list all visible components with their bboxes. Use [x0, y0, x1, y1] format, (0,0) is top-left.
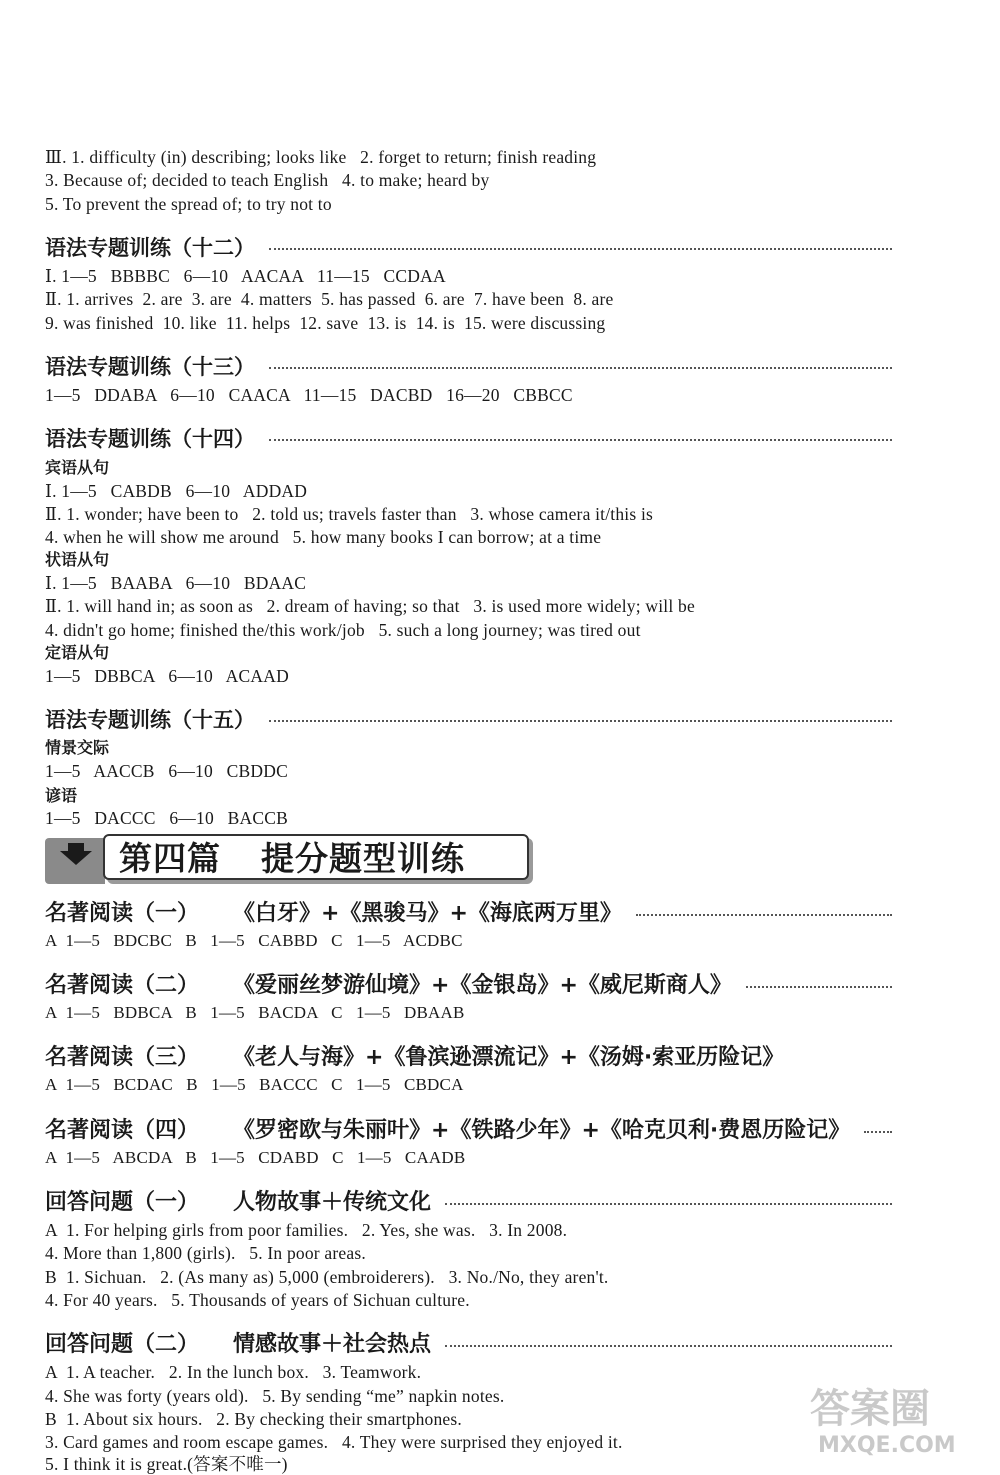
- situational-communication-subheading: 情景交际: [45, 738, 110, 757]
- qa-1-line-1: A 1. For helping girls from poor families. 2. Yes, she was. 3. In 2008.: [45, 1220, 568, 1240]
- reading-4-books: 《罗密欧与朱丽叶》+《铁路少年》+《哈克贝利·费恩历险记》: [233, 1118, 851, 1143]
- watermark-logo: [810, 1385, 980, 1471]
- qa-1-line-3: B 1. Sichuan. 2. (As many as) 5,000 (embroiderers). 3. No./No, they aren't.: [45, 1267, 609, 1287]
- reading-3-books: 《老人与海》+《鲁滨逊漂流记》+《汤姆·索亚历险记》: [233, 1045, 785, 1070]
- qa-1-title: 回答问题（一）: [45, 1190, 200, 1215]
- grammar-15-s1-line-1: 1—5 AACCB 6—10 CBDDC: [45, 761, 288, 781]
- heading-divider: [636, 914, 892, 916]
- watermark-top: 答案圈: [810, 1386, 930, 1432]
- heading-divider: [269, 248, 892, 250]
- section3-line-2: 3. Because of; decided to teach English 4. to make; heard by: [45, 170, 490, 190]
- section3-line-1: Ⅲ. 1. difficulty (in) describing; looks like 2. forget to return; finish reading: [45, 147, 597, 167]
- qa-1-line-4: 4. For 40 years. 5. Thousands of years of Sichuan culture.: [45, 1290, 470, 1310]
- grammar-12-line-1: Ⅰ. 1—5 BBBBC 6—10 AACAA 11—15 CCDAA: [45, 266, 446, 286]
- qa-2-title: 回答问题（二）: [45, 1332, 200, 1357]
- grammar-14-s1-line-3: 4. when he will show me around 5. how many books I can borrow; at a time: [45, 527, 602, 547]
- grammar-12-title: 语法专题训练（十二）: [45, 236, 255, 260]
- heading-divider: [269, 367, 892, 369]
- reading-1-heading: [45, 900, 892, 928]
- section3-line-3: 5. To prevent the spread of; to try not to: [45, 194, 332, 214]
- part-four-label: 第四篇: [119, 839, 221, 878]
- heading-divider: [269, 720, 892, 722]
- reading-3-answers: A 1—5 BCDAC B 1—5 BACCC C 1—5 CBDCA: [45, 1075, 464, 1094]
- qa-1-line-2: 4. More than 1,800 (girls). 5. In poor areas.: [45, 1243, 366, 1263]
- qa-2-line-1: A 1. A teacher. 2. In the lunch box. 3. Teamwork.: [45, 1362, 422, 1382]
- reading-4-title: 名著阅读（四）: [45, 1118, 200, 1143]
- grammar-14-s1-line-1: Ⅰ. 1—5 CABDB 6—10 ADDAD: [45, 481, 308, 501]
- grammar-13-heading: [45, 353, 892, 381]
- qa-2-line-4: 3. Card games and room escape games. 4. They were surprised they enjoyed it.: [45, 1432, 623, 1452]
- grammar-14-s2-line-3: 4. didn't go home; finished the/this work/job 5. such a long journey; was tired out: [45, 620, 641, 640]
- grammar-14-title: 语法专题训练（十四）: [45, 427, 255, 451]
- reading-2-title: 名著阅读（二）: [45, 973, 200, 998]
- heading-divider: [864, 1131, 892, 1133]
- grammar-12-line-3: 9. was finished 10. like 11. helps 12. save 13. is 14. is 15. were discussing: [45, 313, 606, 333]
- heading-divider: [269, 439, 892, 441]
- reading-4-answers: A 1—5 ABCDA B 1—5 CDABD C 1—5 CAADB: [45, 1148, 466, 1167]
- heading-divider: [746, 986, 892, 988]
- proverbs-subheading: 谚语: [45, 786, 78, 805]
- grammar-14-heading: [45, 425, 892, 453]
- heading-divider: [445, 1203, 892, 1205]
- qa-2-line-2: 4. She was forty (years old). 5. By sending “me” napkin notes.: [45, 1386, 505, 1406]
- grammar-15-s2-line-1: 1—5 DACCC 6—10 BACCB: [45, 808, 288, 828]
- watermark-url: MXQE.COM: [818, 1433, 956, 1458]
- part-four-subtitle: 提分题型训练: [261, 839, 465, 878]
- part-four-banner: [45, 834, 533, 886]
- reading-4-heading: [45, 1117, 892, 1145]
- qa-2-heading: [45, 1331, 892, 1359]
- grammar-12-heading: [45, 234, 892, 262]
- grammar-13-title: 语法专题训练（十三）: [45, 355, 255, 379]
- grammar-14-s3-line-1: 1—5 DBBCA 6—10 ACAAD: [45, 666, 289, 686]
- adverbial-clause-subheading: 状语从句: [45, 550, 110, 569]
- grammar-12-line-2: Ⅱ. 1. arrives 2. are 3. are 4. matters 5. has passed 6. are 7. have been 8. are: [45, 289, 614, 309]
- reading-3-title: 名著阅读（三）: [45, 1045, 200, 1070]
- grammar-14-s2-line-2: Ⅱ. 1. will hand in; as soon as 2. dream of having; so that 3. is used more widely; will be: [45, 596, 695, 616]
- reading-2-books: 《爱丽丝梦游仙境》+《金银岛》+《威尼斯商人》: [233, 973, 732, 998]
- qa-1-topic: 人物故事＋传统文化: [233, 1190, 432, 1215]
- reading-1-title: 名著阅读（一）: [45, 901, 200, 926]
- down-arrow-icon: [45, 838, 105, 884]
- reading-2-heading: [45, 972, 892, 1000]
- grammar-14-s1-line-2: Ⅱ. 1. wonder; have been to 2. told us; travels faster than 3. whose camera it/this is: [45, 504, 654, 524]
- heading-divider: [445, 1345, 892, 1347]
- object-clause-subheading: 宾语从句: [45, 458, 110, 477]
- grammar-13-line-1: 1—5 DDABA 6—10 CAACA 11—15 DACBD 16—20 CBBCC: [45, 385, 573, 405]
- qa-1-heading: [45, 1189, 892, 1217]
- reading-1-answers: A 1—5 BDCBC B 1—5 CABBD C 1—5 ACDBC: [45, 931, 463, 950]
- reading-1-books: 《白牙》+《黑骏马》+《海底两万里》: [233, 901, 622, 926]
- grammar-15-heading: [45, 706, 892, 734]
- part-four-title: [103, 834, 529, 880]
- grammar-15-title: 语法专题训练（十五）: [45, 708, 255, 732]
- reading-3-heading: [45, 1044, 892, 1072]
- qa-2-topic: 情感故事＋社会热点: [233, 1332, 432, 1357]
- attributive-clause-subheading: 定语从句: [45, 643, 110, 662]
- qa-2-line-3: B 1. About six hours. 2. By checking their smartphones.: [45, 1409, 462, 1429]
- reading-2-answers: A 1—5 BDBCA B 1—5 BACDA C 1—5 DBAAB: [45, 1003, 465, 1022]
- grammar-14-s2-line-1: Ⅰ. 1—5 BAABA 6—10 BDAAC: [45, 573, 307, 593]
- qa-2-line-5: 5. I think it is great.(答案不唯一): [45, 1454, 288, 1474]
